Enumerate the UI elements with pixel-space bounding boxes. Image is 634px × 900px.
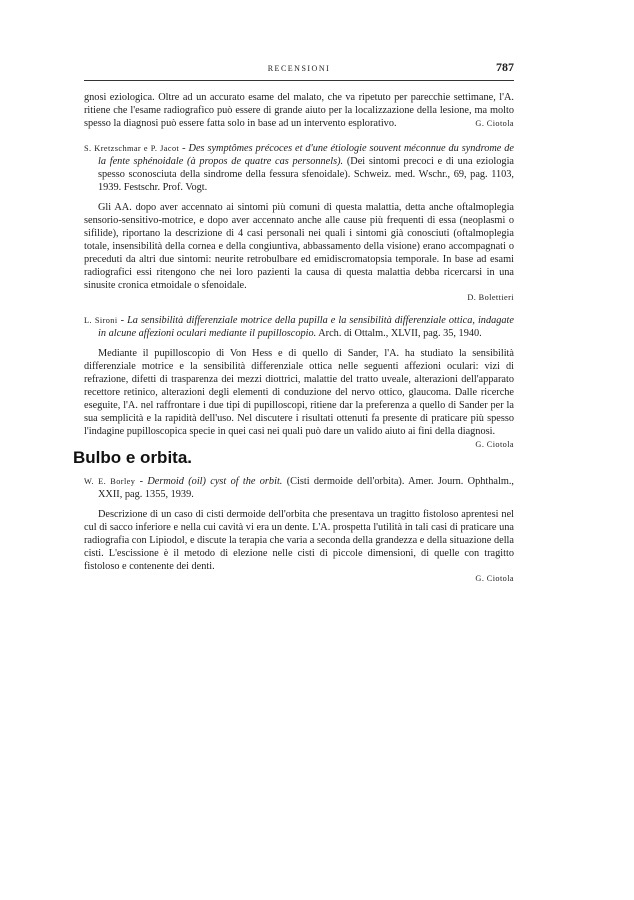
citation-dash: -: [182, 143, 189, 154]
review-article-title: Dermoid (oil) cyst of the orbit.: [147, 476, 283, 487]
spacer: [84, 340, 514, 347]
reviewer-signature: G. Ciotola: [475, 440, 514, 449]
spacer: [84, 130, 514, 142]
header-rule: [84, 80, 514, 81]
review-article-title: Des symptômes précoces et d'une étiologie souvent méconnue du syndrome de la fente sphénoidale (à propos de quatre cas personnels).: [98, 143, 514, 167]
reviewer-signature: G. Ciotola: [475, 119, 514, 128]
review-authors: L. Sironi: [84, 316, 118, 325]
review-body-text: Mediante il pupilloscopio di Von Hess e di quello di Sander, l'A. ha studiato la sensibilità differenziale motrice e la sensibilità differenziale ottica nelle seguenti affezioni oculari: vizi di refrazione, difetti di trasparenza dei mezzi diottrici, malattie del tratto uveale, alterazioni dell'apparato recettore retinico, alterazioni degli elementi di conduzione del nervo ottico, glaucoma. Dalle ricerche eseguite, l'A. nel raffrontare i due tipi di pupilloscopi, ritiene dar la preferenza a quello di Sander per la sua semplicità e la rapidità dell'uso. Nel discutere i risultati ottenuti fa presente di praticare più spesso l'indagine pupilloscopica specie in quei casi nei quali può dare un valido aiuto ai fini della diagnosi.: [84, 348, 514, 437]
review-source: Arch. di Ottalm., XLVII, pag. 35, 1940.: [318, 328, 482, 339]
review-body: [84, 91, 514, 130]
running-header-title: RECENSIONI: [267, 64, 331, 73]
reviewer-signature: G. Ciotola: [475, 574, 514, 583]
review-article-title: La sensibilità differenziale motrice della pupilla e la sensibilità differenziale ottica, indagate in alcune affezioni oculari mediante il pupilloscopio.: [98, 315, 514, 339]
review-kretzschmar: [84, 142, 514, 302]
review-continuation: [84, 91, 514, 130]
review-sironi: [84, 314, 514, 449]
review-source: Amer. Journ. Ophthalm., XXII, pag. 1355, 1939.: [98, 476, 515, 500]
review-body-text: gnosi eziologica. Oltre ad un accurato esame del malato, che va ripetuto per parecchie settimane, l'A. ritiene che l'esame radiografico può essere di grande aiuto per la localizzazione della lesione, ma molto spesso la diagnosi può essere fatta solo in base ad un intervento esplorativo.: [84, 92, 514, 129]
review-body: Descrizione di un caso di cisti dermoide dell'orbita che presentava un tragitto fistoloso aprentesi nel cul di sacco inferiore e nella cui cavità vi era un dente. L'A. prospetta l'utilità in tali casi di praticare una radiografia con Lipiodol, e discute la terapia che varia a seconda della grandezza e della situazione della cisti. L'escissione è il metodo di elezione nelle cisti di piccole dimensioni, di quelle con tragitto fistoloso e contenente dei denti.: [84, 509, 514, 572]
review-body: Gli AA. dopo aver accennato ai sintomi più comuni di questa malattia, detta anche oftalmoplegia sensorio-sensitivo-motrice, e dopo aver accennato anche alle cause più frequenti di essa (neoplasmi o sifilide), riportano la descrizione di 4 casi personali nei quali i sintomi già conosciuti (oftalmoplegia totale, insensibilità della cornea e della congiuntiva, abbassamento della visione) erano accompagnati o preceduti da altri due sintomi: neurite retrobulbare ed emidiscromatopsia temporale. In base ad esami radiografici essi ritengono che nei loro pazienti la causa di questa malattia debba ricercarsi in una sinusite cronica etmoidale o sfenoidale.: [84, 202, 514, 291]
citation-dash: -: [139, 476, 148, 487]
section-heading: Bulbo e orbita.: [73, 448, 192, 467]
journal-page: [73, 60, 515, 583]
reviewer-signature: D. Bolettieri: [467, 293, 514, 302]
review-citation: [84, 314, 514, 340]
review-body: [84, 347, 514, 449]
spacer: [84, 194, 514, 201]
spacer: [84, 302, 514, 314]
review-source: Schweiz. med. Wschr., 69, pag. 1103, 1939. Festschr. Prof. Vogt.: [98, 169, 514, 193]
review-borley: [84, 475, 514, 583]
citation-dash: -: [120, 315, 128, 326]
review-authors: S. Kretzschmar e P. Jacot: [84, 144, 180, 153]
review-citation: [84, 475, 514, 501]
review-translation: (Dei sintomi precoci e di una eziologia spesso sconosciuta della sindrome della fessura sfenoidale).: [98, 156, 514, 180]
review-citation: [84, 142, 514, 194]
spacer: [84, 501, 514, 508]
review-translation: (Cisti dermoide dell'orbita).: [286, 476, 405, 487]
running-header: [84, 60, 514, 78]
review-authors: W. E. Borley: [84, 477, 136, 486]
page-number: 787: [496, 60, 514, 74]
